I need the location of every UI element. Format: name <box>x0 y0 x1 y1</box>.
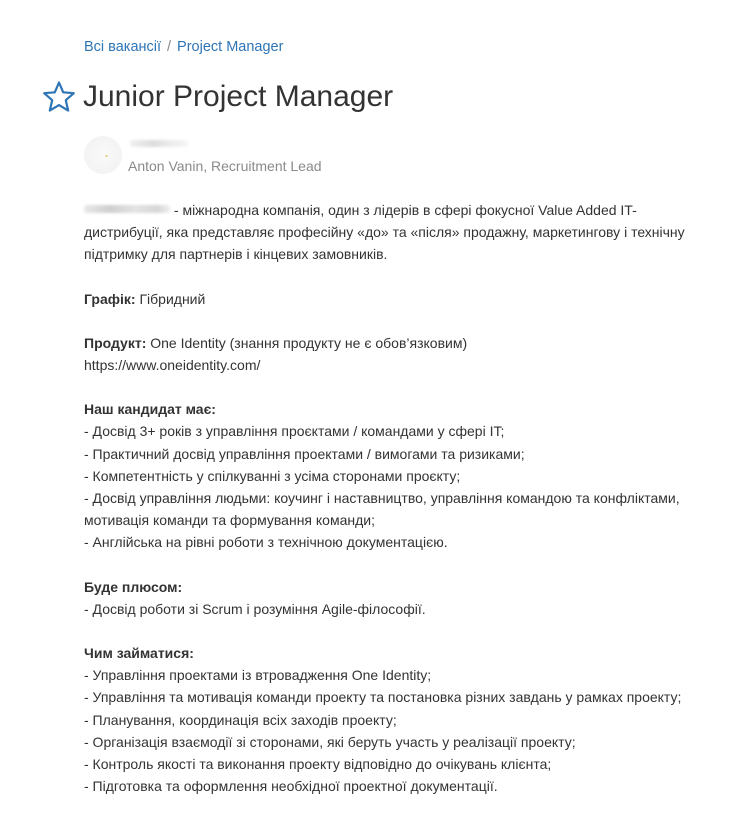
schedule-row <box>84 288 734 310</box>
recruiter-name-redacted <box>130 140 188 147</box>
schedule-value: Гібридний <box>135 290 206 307</box>
product-url-link[interactable]: https://www.oneidentity.com/ <box>84 357 261 374</box>
schedule-label: Графік: <box>84 290 136 307</box>
list-item: - Управління проектами із втровадження One Identity; <box>84 667 432 684</box>
breadcrumb <box>84 38 283 56</box>
list-item-continuation: мотивація команди та формування команди; <box>84 512 375 529</box>
intro-line-1: - міжнародна компанія, один з лідерів в сфері фокусної Value Added IT- <box>170 202 637 218</box>
list-item: - Підготовка та оформлення необхідної проектної документації. <box>84 778 498 795</box>
duties-section <box>84 642 734 797</box>
breadcrumb-current-link[interactable]: Project Manager <box>177 39 284 55</box>
list-item: - Контроль якості та виконання проекту відповідно до очікувань клієнта; <box>84 756 552 773</box>
recruiter-card <box>84 134 384 178</box>
duties-title: Чим займатися: <box>84 645 194 662</box>
list-item: - Досвід 3+ років з управління проєктами / командами у сфері IT; <box>84 423 505 440</box>
recruiter-role: Anton Vanin, Recruitment Lead <box>128 158 322 174</box>
job-description <box>84 199 734 797</box>
product-label: Продукт: <box>84 334 147 351</box>
list-item: - Англійська на рівні роботи з технічною документацією. <box>84 534 448 551</box>
intro-line-2: дистрибуції, яка представляє професійну «до» та «після» продажну, маркетингову і технічну <box>84 224 685 241</box>
intro-paragraph <box>84 199 734 266</box>
company-name-redacted <box>84 205 170 213</box>
page-title: Junior Project Manager <box>83 80 394 113</box>
candidate-section <box>84 398 734 553</box>
product-row <box>84 332 734 376</box>
list-item: - Компетентність у спілкуванні з усіма сторонами проєкту; <box>84 467 461 484</box>
list-item: - Досвід роботи зі Scrum і розуміння Agile-філософії. <box>84 600 426 617</box>
plus-section <box>84 576 734 620</box>
intro-line-3: підтримку для партнерів і кінцевих замовників. <box>84 246 388 263</box>
plus-title: Буде плюсом: <box>84 578 183 595</box>
product-value: One Identity (знання продукту не є обов’язковим) <box>146 334 468 351</box>
job-title-row <box>42 78 393 116</box>
list-item: - Управління та мотивація команди проекту та постановка різних завдань у рамках проекту; <box>84 689 682 706</box>
breadcrumb-all-vacancies-link[interactable]: Всі вакансії <box>84 39 162 55</box>
list-item: - Досвід управління людьми: коучинг і наставництво, управління командою та конфліктами, <box>84 490 680 507</box>
list-item: - Організація взаємодії зі сторонами, які беруть участь у реалізації проекту; <box>84 733 576 750</box>
candidate-title: Наш кандидат має: <box>84 401 216 418</box>
breadcrumb-separator: / <box>167 39 172 55</box>
list-item: - Практичний досвід управління проектами / вимогами та ризиками; <box>84 445 525 462</box>
star-outline-icon[interactable] <box>42 80 76 114</box>
list-item: - Планування, координація всіх заходів проекту; <box>84 711 397 728</box>
avatar[interactable] <box>84 136 122 174</box>
